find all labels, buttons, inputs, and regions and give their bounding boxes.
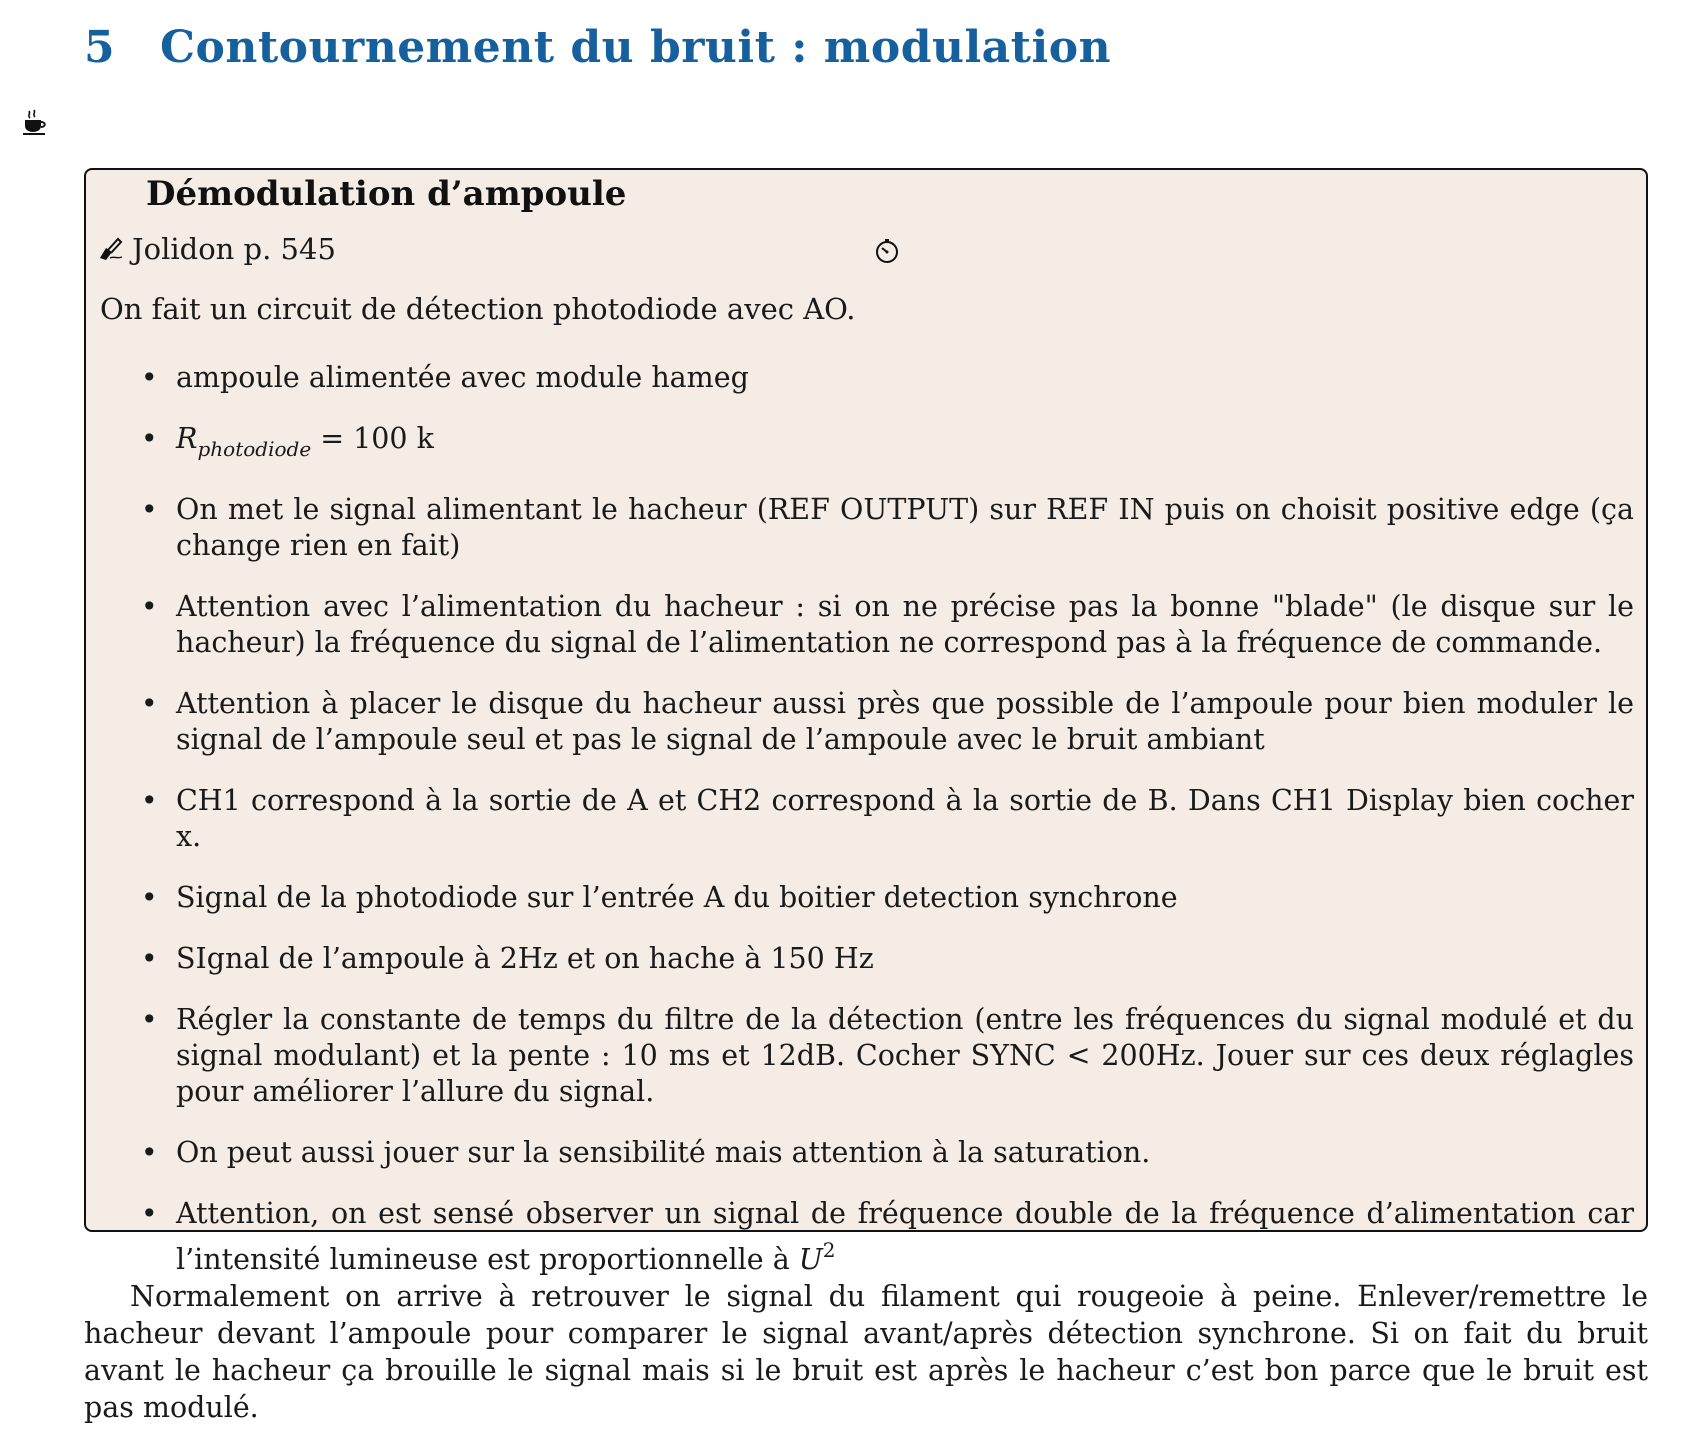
section-heading xyxy=(84,22,1111,73)
list-item: • Attention, on est sensé observer un signal de fréquence double de la fréquence d’alimentation car l’intensité lumineuse est proportionnelle à $U^2$ xyxy=(141,1197,1634,1276)
resistance-subscript: photodiode xyxy=(197,437,312,461)
list-item: • Signal de la photodiode sur l’entrée A du boitier detection synchrone xyxy=(141,881,1178,914)
experiment-box xyxy=(84,168,1648,1276)
list-item: • ampoule alimentée avec module hameg xyxy=(141,361,749,394)
list-item: • Attention à placer le disque du hacheur aussi près que possible de l’ampoule pour bien moduler le signal de l’ampoule seul et pas le signal de l’ampoule avec le bruit ambiant xyxy=(141,687,1634,756)
voltage-exponent: 2 xyxy=(822,1238,836,1262)
coffee-cup-icon xyxy=(22,108,50,136)
voltage-symbol: U xyxy=(798,1243,823,1276)
resistance-symbol: R xyxy=(176,422,198,455)
list-item: • Attention avec l’alimentation du hacheur : si on ne précise pas la bonne "blade" (le disque sur le hacheur) la fréquence du signal de l’alimentation ne correspond pas à la fréquence de commande. xyxy=(141,590,1634,659)
section-title: Contournement du bruit : modulation xyxy=(160,22,1112,73)
writing-hand-icon xyxy=(98,236,124,262)
list-item: • SIgnal de l’ampoule à 2Hz et on hache à 150 Hz xyxy=(141,942,874,975)
box-title: Démodulation d’ampoule xyxy=(146,174,627,214)
closing-paragraph: Normalement on arrive à retrouver le signal du filament qui rougeoie à peine. Enlever/remettre le hacheur devant l’ampoule pour comparer le signal avant/après détection synchrone. Si on fait du bruit avant le hacheur ça brouille le signal mais si le bruit est après le hacheur c’est bon parce que le bruit est pas modulé. xyxy=(84,1280,1648,1424)
procedure-list xyxy=(86,360,1646,1303)
list-item: • CH1 correspond à la sortie de A et CH2 correspond à la sortie de B. Dans CH1 Display bien cocher x. xyxy=(141,784,1634,853)
list-item: • On peut aussi jouer sur la sensibilité mais attention à la saturation. xyxy=(141,1136,1151,1169)
reference-text: Jolidon p. 545 xyxy=(132,232,336,266)
list-item: • Régler la constante de temps du filtre de la détection (entre les fréquences du signal modulé et du signal modulant) et la pente : 10 ms et 12dB. Cocher SYNC < 200Hz. Jouer sur ces deux réglagles pour améliorer l’allure du signal. xyxy=(141,1003,1634,1108)
reference-line xyxy=(98,232,336,266)
list-item: • On met le signal alimentant le hacheur (REF OUTPUT) sur REF IN puis on choisit positive edge (ça change rien en fait) xyxy=(141,493,1634,562)
resistance-value: = 100 k xyxy=(320,422,434,455)
section-number: 5 xyxy=(84,22,116,73)
list-item: • $R_{photodiode} = 100$ k xyxy=(141,422,434,461)
intro-text: On fait un circuit de détection photodiode avec AO. xyxy=(100,292,856,326)
stopwatch-icon xyxy=(874,238,900,264)
